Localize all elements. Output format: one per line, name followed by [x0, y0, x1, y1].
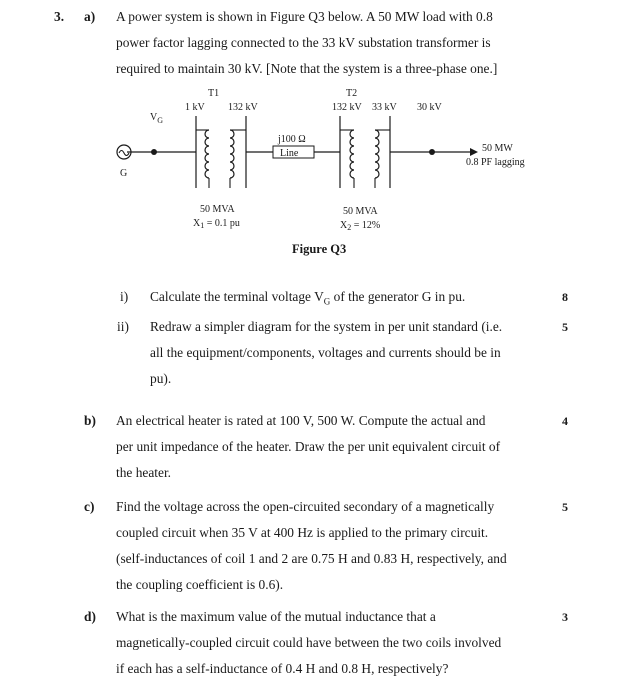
part-d-line: magnetically-coupled circuit could have between the two coils involved	[116, 635, 502, 650]
part-c-line: the coupling coefficient is 0.6).	[116, 577, 284, 592]
part-a-i-pre: Calculate the terminal voltage V	[150, 289, 324, 304]
voltage-33kv: 33 kV	[372, 102, 397, 113]
t1-x-value: = 0.1 pu	[204, 218, 240, 229]
part-a-ii-marks: 5	[562, 320, 568, 334]
t2-primary-coil-icon	[350, 130, 354, 178]
t1-label: T1	[208, 88, 220, 99]
voltage-132kv-b: 132 kV	[332, 102, 362, 113]
question-number: 3.	[54, 9, 65, 24]
line-label: Line	[280, 148, 299, 159]
part-b-line: An electrical heater is rated at 100 V, 500 W. Compute the actual and	[116, 413, 486, 428]
figure-caption: Figure Q3	[292, 242, 347, 256]
part-a-ii-label: ii)	[117, 319, 129, 334]
part-c-marks: 5	[562, 500, 568, 514]
part-a-i-text	[150, 284, 465, 315]
part-c-line: Find the voltage across the open-circuited secondary of a magnetically	[116, 499, 495, 514]
load-arrow	[470, 148, 478, 156]
part-d-marks: 3	[562, 610, 568, 624]
part-d-label: d)	[84, 609, 96, 624]
t1-mva-label: 50 MVA	[200, 204, 235, 215]
part-d-line: if each has a self-inductance of 0.4 H and 0.8 H, respectively?	[116, 661, 449, 676]
t1-primary-coil-icon	[205, 130, 209, 178]
t2-mva-label: 50 MVA	[343, 206, 378, 217]
t2-secondary-coil-icon	[375, 130, 379, 178]
part-a-i-post: of the generator G in pu.	[330, 289, 466, 304]
voltage-132kv-a: 132 kV	[228, 102, 258, 113]
line-impedance-label: j100 Ω	[278, 134, 306, 145]
generator-label: G	[120, 168, 128, 179]
t2-x-sub: 2	[347, 223, 352, 232]
t2-reactance-label	[340, 220, 380, 232]
voltage-1kv: 1 kV	[185, 102, 205, 113]
part-a-i-marks: 8	[562, 290, 568, 304]
part-a-line: required to maintain 30 kV. [Note that the system is a three-phase one.]	[116, 61, 498, 76]
part-c-label: c)	[84, 499, 95, 514]
bus-dot-2	[429, 149, 435, 155]
vg-main: V	[150, 112, 158, 123]
part-b-text	[116, 408, 534, 486]
part-d-line: What is the maximum value of the mutual inductance that a	[116, 609, 436, 624]
part-a-ii-line: pu).	[150, 371, 172, 386]
load-pf-label: 0.8 PF lagging	[466, 157, 525, 168]
part-d-text	[116, 604, 534, 682]
part-a-line: A power system is shown in Figure Q3 below. A 50 MW load with 0.8	[116, 9, 493, 24]
t1-reactance-label	[193, 218, 240, 230]
t2-x: X	[340, 220, 348, 231]
part-b-marks: 4	[562, 414, 568, 428]
vg-subscript: G	[157, 116, 164, 125]
part-b-label: b)	[84, 413, 96, 428]
t2-x-value: = 12%	[351, 220, 381, 231]
part-a-label: a)	[84, 9, 96, 24]
figure-q3-diagram	[0, 0, 628, 270]
part-b-line: the heater.	[116, 465, 172, 480]
part-c-text	[116, 494, 534, 598]
t1-x-sub: 1	[200, 221, 205, 230]
part-b-line: per unit impedance of the heater. Draw the per unit equivalent circuit of	[116, 439, 501, 454]
bus-dot-1	[151, 149, 157, 155]
part-a-i-sub: G	[323, 296, 331, 307]
voltage-30kv: 30 kV	[417, 102, 442, 113]
load-power-label: 50 MW	[482, 143, 513, 154]
vg-label	[150, 112, 163, 125]
part-a-ii-text	[150, 314, 534, 392]
part-a-ii-line: Redraw a simpler diagram for the system in per unit standard (i.e.	[150, 319, 503, 334]
part-a-i-label: i)	[120, 289, 129, 304]
part-a-line: power factor lagging connected to the 33 kV substation transformer is	[116, 35, 491, 50]
t1-x: X	[193, 218, 201, 229]
t1-secondary-coil-icon	[230, 130, 234, 178]
generator-wave-icon	[119, 151, 129, 156]
part-c-line: (self-inductances of coil 1 and 2 are 0.75 H and 0.83 H, respectively, and	[116, 551, 507, 566]
t2-label: T2	[346, 88, 358, 99]
part-a-ii-line: all the equipment/components, voltages and currents should be in	[150, 345, 501, 360]
part-c-line: coupled circuit when 35 V at 400 Hz is applied to the primary circuit.	[116, 525, 489, 540]
